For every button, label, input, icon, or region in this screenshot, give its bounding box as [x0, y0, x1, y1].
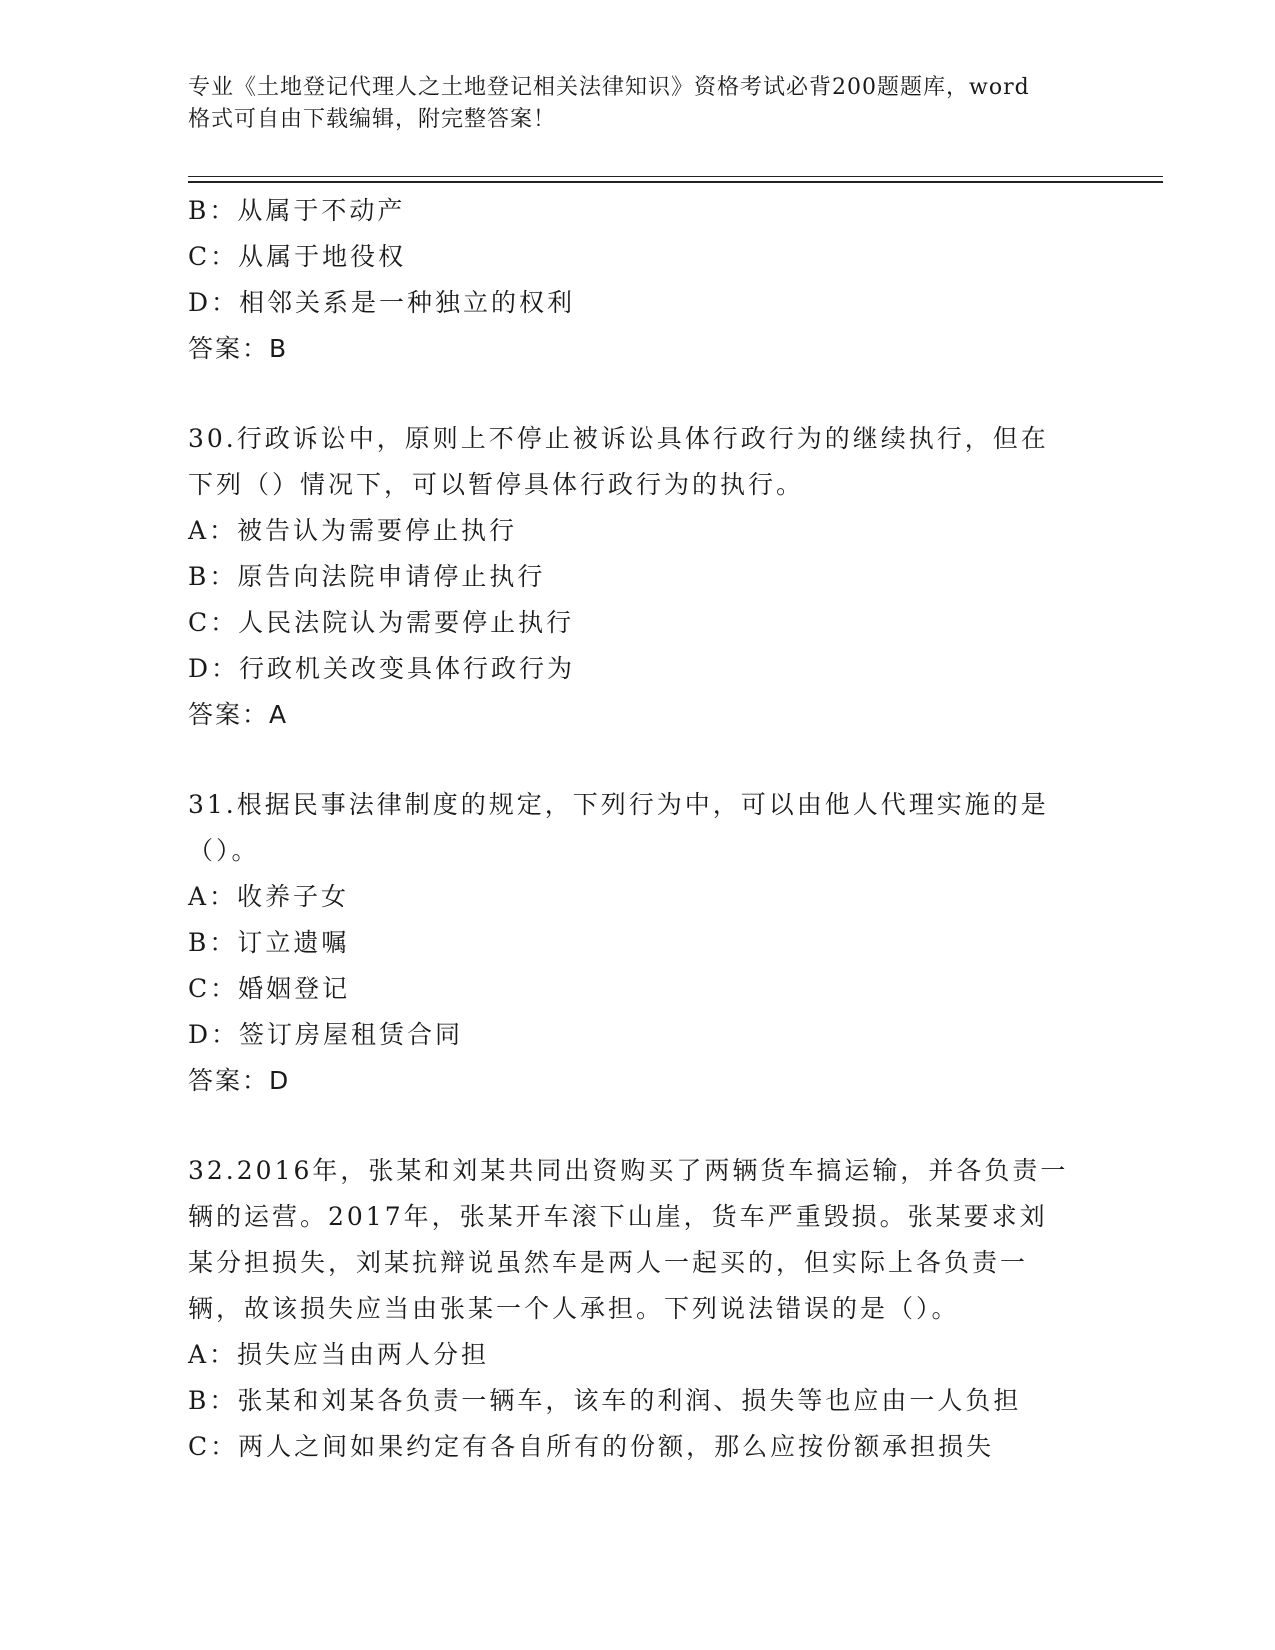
stem-line: 32.2016年，张某和刘某共同出资购买了两辆货车搞运输，并各负责一	[188, 1156, 1069, 1185]
option-d: D：行政机关改变具体行政行为	[188, 654, 576, 683]
header-title-line-2: 格式可自由下载编辑，附完整答案！	[188, 107, 557, 132]
question-31	[188, 782, 1088, 1104]
stem-line: 下列（）情况下，可以暂停具体行政行为的执行。	[188, 470, 805, 499]
question-32	[188, 1148, 1088, 1470]
stem-line: 辆，故该损失应当由张某一个人承担。下列说法错误的是（）。	[188, 1294, 960, 1323]
stem-line: 某分担损失，刘某抗辩说虽然车是两人一起买的，但实际上各负责一	[188, 1248, 1029, 1277]
document-header	[188, 72, 1088, 136]
stem-line: 30.行政诉讼中，原则上不停止被诉讼具体行政行为的继续执行，但在	[188, 424, 1049, 453]
header-divider-bottom	[188, 181, 1163, 183]
answer-line: 答案：D	[188, 1066, 291, 1095]
answer-line: 答案：B	[188, 334, 289, 363]
question-stem	[188, 1148, 1088, 1332]
answer-line: 答案：A	[188, 700, 289, 729]
question-list	[188, 188, 1088, 1470]
option-b: B：订立遗嘱	[188, 928, 350, 957]
stem-line: （）。	[188, 836, 260, 865]
option-d: D：签订房屋租赁合同	[188, 1020, 464, 1049]
option-c: C：婚姻登记	[188, 974, 351, 1003]
option-a: A：被告认为需要停止执行	[188, 516, 518, 545]
option-c: C：从属于地役权	[188, 242, 407, 271]
option-a: A：收养子女	[188, 882, 350, 911]
question-30	[188, 416, 1088, 738]
option-d: D：相邻关系是一种独立的权利	[188, 288, 576, 317]
question-stem	[188, 782, 1088, 874]
option-a: A：损失应当由两人分担	[188, 1340, 490, 1369]
option-b: B：原告向法院申请停止执行	[188, 562, 546, 591]
option-c: C：两人之间如果约定有各自所有的份额，那么应按份额承担损失	[188, 1432, 995, 1461]
stem-line: 辆的运营。2017年，张某开车滚下山崖，货车严重毁损。张某要求刘	[188, 1202, 1048, 1231]
option-c: C：人民法院认为需要停止执行	[188, 608, 575, 637]
option-b: B：张某和刘某各负责一辆车，该车的利润、损失等也应由一人负担	[188, 1386, 1022, 1415]
option-b: B：从属于不动产	[188, 196, 406, 225]
header-divider-top	[188, 176, 1163, 177]
stem-line: 31.根据民事法律制度的规定，下列行为中，可以由他人代理实施的是	[188, 790, 1049, 819]
question-29-continued	[188, 188, 1088, 372]
question-stem	[188, 416, 1088, 508]
header-title-line-1: 专业《土地登记代理人之土地登记相关法律知识》资格考试必背200题题库，word	[188, 75, 1030, 100]
